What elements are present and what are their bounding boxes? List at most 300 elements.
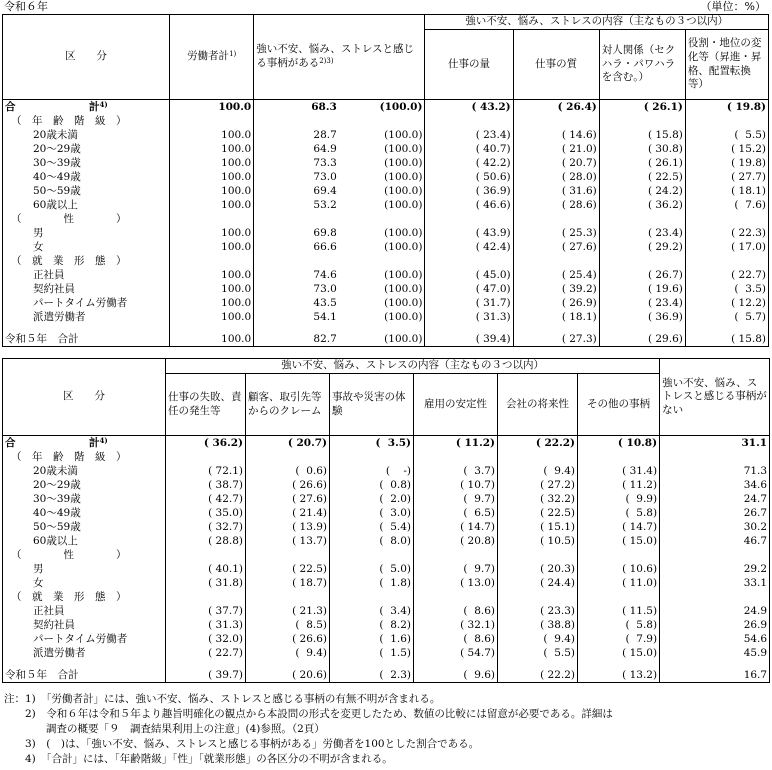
cell bbox=[254, 254, 339, 268]
cell: ( 15.1) bbox=[498, 520, 578, 534]
cell: ( 8.5) bbox=[246, 618, 330, 632]
cell bbox=[330, 590, 414, 604]
cell: ( 32.7) bbox=[166, 520, 246, 534]
note-2b: 調査の概要「９ 調査結果利用上の注意」(4)参照。（2頁） bbox=[4, 723, 325, 735]
cell: 100.0 bbox=[170, 100, 254, 115]
cell bbox=[599, 114, 685, 128]
cell: (100.0) bbox=[384, 296, 423, 309]
cell bbox=[660, 450, 770, 464]
table-row bbox=[3, 170, 769, 184]
cell: (100.0) bbox=[384, 156, 423, 169]
cell: ( 23.4) bbox=[425, 128, 513, 142]
cell bbox=[254, 114, 339, 128]
cell: ( 12.2) bbox=[685, 296, 768, 310]
cell: 71.3 bbox=[660, 464, 770, 478]
cell: ( 31.6) bbox=[513, 184, 599, 198]
cell: ( 0.6) bbox=[246, 464, 330, 478]
table-row bbox=[3, 282, 769, 296]
cell: (100.0) bbox=[384, 198, 423, 211]
cell: ( 43.2) bbox=[425, 100, 513, 115]
cell: ( 31.8) bbox=[166, 576, 246, 590]
note-4: 4) 「合計」には、「年齢階級」「性」「就業形態」の各区分の不明が含まれる。 bbox=[4, 753, 393, 765]
cell bbox=[170, 212, 254, 226]
cell: ( 14.6) bbox=[513, 128, 599, 142]
cell bbox=[425, 114, 513, 128]
cell: 100.0 bbox=[170, 310, 254, 324]
cell: ( 22.7) bbox=[685, 268, 768, 282]
cell: ( 32.0) bbox=[166, 632, 246, 646]
cell: 30.2 bbox=[660, 520, 770, 534]
cell: ( 25.4) bbox=[513, 268, 599, 282]
cell: ( 21.4) bbox=[246, 506, 330, 520]
cell: ( 8.6) bbox=[414, 632, 498, 646]
cell: 46.7 bbox=[660, 534, 770, 548]
section-row bbox=[3, 254, 769, 268]
cell: 74.6 bbox=[254, 268, 339, 282]
cell: 26.9 bbox=[660, 618, 770, 632]
cell: 73.3 bbox=[254, 156, 339, 170]
table2-body bbox=[3, 436, 770, 683]
cell: ( 36.9) bbox=[425, 184, 513, 198]
row-label: 60歳以上 bbox=[33, 534, 78, 547]
table-row bbox=[3, 184, 769, 198]
row-label: 50～59歳 bbox=[33, 520, 81, 533]
cell: ( 24.4) bbox=[498, 576, 578, 590]
row-label: 50～59歳 bbox=[33, 184, 81, 197]
cell bbox=[246, 450, 330, 464]
cell: ( 30.8) bbox=[599, 142, 685, 156]
row-label: （ 就 業 形 態 ） bbox=[11, 254, 127, 267]
cell: ( 42.2) bbox=[425, 156, 513, 170]
cell: ( 42.7) bbox=[166, 492, 246, 506]
cell: ( 36.2) bbox=[166, 436, 246, 451]
cell bbox=[513, 212, 599, 226]
header-col-role-change: 役割・地位の変化等（昇進・昇格、配置転換等） bbox=[685, 30, 768, 100]
cell: ( 31.7) bbox=[425, 296, 513, 310]
row-label: （ 年 齢 階 級 ） bbox=[11, 114, 127, 127]
cell: ( 45.0) bbox=[425, 268, 513, 282]
cell: ( 13.9) bbox=[246, 520, 330, 534]
cell: 64.9 bbox=[254, 142, 339, 156]
cell: ( 26.7) bbox=[599, 268, 685, 282]
header-no-stress: 強い不安、悩み、ストレスと感じる事柄がない bbox=[660, 359, 770, 436]
cell: ( 11.2) bbox=[578, 478, 660, 492]
row-label: 男 bbox=[33, 562, 44, 575]
cell: 100.0 bbox=[170, 268, 254, 282]
cell: ( 22.2) bbox=[498, 668, 578, 683]
cell bbox=[660, 548, 770, 562]
cell: ( 10.7) bbox=[414, 478, 498, 492]
cell: 100.0 bbox=[170, 332, 254, 347]
header-col-complaints: 顧客、取引先等からのクレーム bbox=[246, 374, 330, 436]
cell: ( 26.6) bbox=[246, 632, 330, 646]
note-3: 3) ( )は、「強い不安、悩み、ストレスと感じる事柄がある」労働者を100とした割合である。 bbox=[4, 738, 480, 750]
row-label: 男 bbox=[33, 226, 44, 239]
cell: ( 27.6) bbox=[513, 240, 599, 254]
cell: ( 43.9) bbox=[425, 226, 513, 240]
cell: ( 0.8) bbox=[330, 478, 414, 492]
cell: 69.8 bbox=[254, 226, 339, 240]
cell: 43.5 bbox=[254, 296, 339, 310]
cell: ( 14.7) bbox=[578, 520, 660, 534]
cell: 45.9 bbox=[660, 646, 770, 660]
header-kubun: 区 分 bbox=[3, 15, 170, 100]
table-row bbox=[3, 464, 770, 478]
header-col-work-amount: 仕事の量 bbox=[425, 30, 513, 100]
cell: ( 27.3) bbox=[513, 332, 599, 347]
table-row bbox=[3, 240, 769, 254]
cell: 100.0 bbox=[170, 128, 254, 142]
header-col-failure: 仕事の失敗、責任の発生等 bbox=[166, 374, 246, 436]
cell: ( 37.7) bbox=[166, 604, 246, 618]
cell: ( 39.4) bbox=[425, 332, 513, 347]
cell: ( 31.3) bbox=[425, 310, 513, 324]
note-2: 2) 令和６年は令和５年より趣旨明確化の観点から本設問の形式を変更したため、数値の比較には留意が必要である。詳細は bbox=[4, 708, 613, 720]
cell: 16.7 bbox=[660, 668, 770, 683]
table-row bbox=[3, 436, 770, 451]
cell bbox=[166, 548, 246, 562]
cell: ( 7.6) bbox=[685, 198, 768, 212]
cell: ( 42.4) bbox=[425, 240, 513, 254]
cell: ( 54.7) bbox=[414, 646, 498, 660]
cell: ( 3.7) bbox=[414, 464, 498, 478]
cell: ( 39.2) bbox=[513, 282, 599, 296]
cell: ( 9.4) bbox=[246, 646, 330, 660]
cell: ( 32.1) bbox=[414, 618, 498, 632]
cell: ( 27.6) bbox=[246, 492, 330, 506]
table-row bbox=[3, 268, 769, 282]
cell: ( 23.3) bbox=[498, 604, 578, 618]
cell: ( 20.8) bbox=[414, 534, 498, 548]
header-col-company-future: 会社の将来性 bbox=[498, 374, 578, 436]
row-label: 20～29歳 bbox=[33, 142, 81, 155]
section-row bbox=[3, 450, 770, 464]
row-label: 20歳未満 bbox=[33, 128, 78, 141]
cell bbox=[425, 254, 513, 268]
row-label: （ 就 業 形 態 ） bbox=[11, 590, 127, 603]
cell: ( 20.3) bbox=[498, 562, 578, 576]
cell: (100.0) bbox=[384, 184, 423, 197]
header-kubun-2: 区 分 bbox=[3, 359, 166, 436]
cell: 100.0 bbox=[170, 170, 254, 184]
cell bbox=[513, 254, 599, 268]
cell bbox=[599, 212, 685, 226]
year-label: 令和６年 bbox=[4, 0, 48, 13]
row-label: 女 bbox=[33, 576, 44, 589]
row-label: 契約社員 bbox=[33, 282, 75, 295]
table-row bbox=[3, 492, 770, 506]
cell: (100.0) bbox=[339, 100, 425, 115]
header-col-work-quality: 仕事の質 bbox=[513, 30, 599, 100]
row-label: パートタイム労働者 bbox=[33, 632, 128, 645]
cell: ( 3.0) bbox=[330, 506, 414, 520]
cell: ( 13.2) bbox=[578, 668, 660, 683]
cell: 100.0 bbox=[170, 198, 254, 212]
cell bbox=[498, 548, 578, 562]
table-row bbox=[3, 604, 770, 618]
cell: 69.4 bbox=[254, 184, 339, 198]
cell: 82.7 bbox=[254, 332, 339, 347]
cell: 26.7 bbox=[660, 506, 770, 520]
cell: ( 26.1) bbox=[599, 156, 685, 170]
cell: ( 5.5) bbox=[498, 646, 578, 660]
row-label: 40～49歳 bbox=[33, 170, 81, 183]
cell: ( 10.8) bbox=[578, 436, 660, 451]
table-row bbox=[3, 618, 770, 632]
row-label: （ 性 ） bbox=[11, 548, 127, 561]
cell: ( 21.0) bbox=[513, 142, 599, 156]
cell: ( 11.2) bbox=[414, 436, 498, 451]
cell: 34.6 bbox=[660, 478, 770, 492]
cell: ( 8.6) bbox=[414, 604, 498, 618]
row-label: 令和５年 合計 bbox=[3, 332, 170, 347]
header-col-employment: 雇用の安定性 bbox=[414, 374, 498, 436]
table-row bbox=[3, 520, 770, 534]
cell: 29.2 bbox=[660, 562, 770, 576]
cell: ( 27.7) bbox=[685, 170, 768, 184]
cell bbox=[660, 590, 770, 604]
table-row bbox=[3, 646, 770, 660]
cell bbox=[578, 450, 660, 464]
cell bbox=[578, 548, 660, 562]
table-row bbox=[3, 632, 770, 646]
cell: (100.0) bbox=[384, 282, 423, 295]
row-label: 20～29歳 bbox=[33, 478, 81, 491]
cell bbox=[339, 254, 425, 268]
cell: 66.6 bbox=[254, 240, 339, 254]
cell: ( 18.1) bbox=[513, 310, 599, 324]
cell bbox=[425, 212, 513, 226]
cell: (100.0) bbox=[339, 332, 425, 347]
cell bbox=[685, 254, 768, 268]
cell: ( 28.6) bbox=[513, 198, 599, 212]
row-label: 正社員 bbox=[33, 268, 65, 281]
cell: ( 3.4) bbox=[330, 604, 414, 618]
cell: ( 9.9) bbox=[578, 492, 660, 506]
cell: ( 8.0) bbox=[330, 534, 414, 548]
table-row bbox=[3, 156, 769, 170]
cell: ( 22.5) bbox=[498, 506, 578, 520]
table-row bbox=[3, 310, 769, 324]
cell: ( 15.2) bbox=[685, 142, 768, 156]
cell: ( 31.3) bbox=[166, 618, 246, 632]
table1-body bbox=[3, 100, 769, 347]
table-row bbox=[3, 478, 770, 492]
cell: (100.0) bbox=[384, 268, 423, 281]
cell: ( 6.5) bbox=[414, 506, 498, 520]
cell: ( 10.6) bbox=[578, 562, 660, 576]
cell bbox=[685, 114, 768, 128]
unit-label: （単位：%） bbox=[700, 0, 766, 13]
table-row bbox=[3, 100, 769, 115]
cell bbox=[330, 548, 414, 562]
table-row bbox=[3, 128, 769, 142]
section-row bbox=[3, 548, 770, 562]
cell: ( 3.5) bbox=[330, 436, 414, 451]
cell bbox=[339, 212, 425, 226]
cell: ( 5.7) bbox=[685, 310, 768, 324]
table-row bbox=[3, 576, 770, 590]
cell: ( 5.8) bbox=[578, 618, 660, 632]
cell: ( 22.5) bbox=[599, 170, 685, 184]
cell: ( 36.9) bbox=[599, 310, 685, 324]
row-label: （ 年 齢 階 級 ） bbox=[11, 450, 127, 463]
row-label: 契約社員 bbox=[33, 618, 75, 631]
cell bbox=[339, 114, 425, 128]
cell: ( 72.1) bbox=[166, 464, 246, 478]
cell: ( 1.6) bbox=[330, 632, 414, 646]
row-label: 30～39歳 bbox=[33, 492, 81, 505]
cell: ( 1.5) bbox=[330, 646, 414, 660]
cell: ( 22.7) bbox=[166, 646, 246, 660]
cell: 100.0 bbox=[170, 184, 254, 198]
table-row bbox=[3, 534, 770, 548]
table-row bbox=[3, 332, 769, 347]
row-label: 60歳以上 bbox=[33, 198, 78, 211]
header-stress-content: 強い不安、悩み、ストレスの内容（主なもの３つ以内） bbox=[425, 15, 769, 30]
cell: ( 50.6) bbox=[425, 170, 513, 184]
cell: ( 28.8) bbox=[166, 534, 246, 548]
cell: ( 35.0) bbox=[166, 506, 246, 520]
cell: 100.0 bbox=[170, 142, 254, 156]
table-row bbox=[3, 562, 770, 576]
cell: 28.7 bbox=[254, 128, 339, 142]
cell: ( 15.8) bbox=[599, 128, 685, 142]
cell: ( 22.5) bbox=[246, 562, 330, 576]
cell: ( 31.4) bbox=[578, 464, 660, 478]
cell: ( 21.3) bbox=[246, 604, 330, 618]
header-stress-content-2: 強い不安、悩み、ストレスの内容（主なもの３つ以内） bbox=[166, 359, 660, 374]
cell: 100.0 bbox=[170, 226, 254, 240]
cell bbox=[246, 590, 330, 604]
cell: ( 1.8) bbox=[330, 576, 414, 590]
cell: ( 29.2) bbox=[599, 240, 685, 254]
cell: ( 20.7) bbox=[513, 156, 599, 170]
cell: ( 9.4) bbox=[498, 632, 578, 646]
cell: ( 40.7) bbox=[425, 142, 513, 156]
section-row bbox=[3, 114, 769, 128]
cell: ( 17.0) bbox=[685, 240, 768, 254]
cell: ( 22.3) bbox=[685, 226, 768, 240]
row-label: 40～49歳 bbox=[33, 506, 81, 519]
section-row bbox=[3, 590, 770, 604]
cell: ( 11.5) bbox=[578, 604, 660, 618]
cell: ( 19.8) bbox=[685, 156, 768, 170]
cell: ( 20.7) bbox=[246, 436, 330, 451]
cell: ( 26.1) bbox=[599, 100, 685, 115]
header-col-other: その他の事柄 bbox=[578, 374, 660, 436]
cell bbox=[166, 590, 246, 604]
cell: ( 5.4) bbox=[330, 520, 414, 534]
cell bbox=[246, 548, 330, 562]
cell: ( 27.2) bbox=[498, 478, 578, 492]
cell bbox=[166, 450, 246, 464]
cell bbox=[254, 212, 339, 226]
cell bbox=[414, 548, 498, 562]
section-row bbox=[3, 212, 769, 226]
cell: ( 9.7) bbox=[414, 492, 498, 506]
cell: (100.0) bbox=[384, 170, 423, 183]
row-label: パートタイム労働者 bbox=[33, 296, 128, 309]
row-label: （ 性 ） bbox=[11, 212, 127, 225]
table-stress-2 bbox=[2, 358, 770, 683]
cell: (100.0) bbox=[384, 240, 423, 253]
cell: 73.0 bbox=[254, 282, 339, 296]
cell: ( 9.6) bbox=[414, 668, 498, 683]
cell: 54.1 bbox=[254, 310, 339, 324]
cell bbox=[330, 450, 414, 464]
notes bbox=[4, 692, 768, 767]
cell: ( 26.4) bbox=[513, 100, 599, 115]
cell: ( 18.7) bbox=[246, 576, 330, 590]
cell: ( 10.5) bbox=[498, 534, 578, 548]
row-label: 令和５年 合計 bbox=[3, 668, 166, 683]
cell: ( 32.2) bbox=[498, 492, 578, 506]
cell: ( 29.6) bbox=[599, 332, 685, 347]
row-label: 30～39歳 bbox=[33, 156, 81, 169]
cell: ( 40.1) bbox=[166, 562, 246, 576]
cell bbox=[414, 590, 498, 604]
cell bbox=[414, 450, 498, 464]
cell: ( 8.2) bbox=[330, 618, 414, 632]
cell bbox=[170, 254, 254, 268]
cell: ( 23.4) bbox=[599, 226, 685, 240]
cell: ( 46.6) bbox=[425, 198, 513, 212]
cell: ( 24.2) bbox=[599, 184, 685, 198]
cell bbox=[599, 254, 685, 268]
table-stress-1 bbox=[2, 14, 769, 347]
cell: (100.0) bbox=[384, 226, 423, 239]
cell: ( 14.7) bbox=[414, 520, 498, 534]
table-row bbox=[3, 506, 770, 520]
cell: ( 19.6) bbox=[599, 282, 685, 296]
cell: (100.0) bbox=[384, 128, 423, 141]
cell: ( 25.3) bbox=[513, 226, 599, 240]
table-row bbox=[3, 226, 769, 240]
cell: ( 15.0) bbox=[578, 534, 660, 548]
cell bbox=[170, 114, 254, 128]
cell: ( 11.0) bbox=[578, 576, 660, 590]
header-col-accident: 事故や災害の体験 bbox=[330, 374, 414, 436]
cell: ( 22.2) bbox=[498, 436, 578, 451]
cell: ( 2.0) bbox=[330, 492, 414, 506]
header-workers: 労働者計$^{1)}$ bbox=[170, 15, 254, 100]
cell bbox=[513, 114, 599, 128]
spacer-row bbox=[3, 324, 769, 332]
cell: ( 9.4) bbox=[498, 464, 578, 478]
cell: ( 13.0) bbox=[414, 576, 498, 590]
cell: ( 15.8) bbox=[685, 332, 768, 347]
cell: 24.9 bbox=[660, 604, 770, 618]
row-label: 合 計$^{4)}$ bbox=[3, 436, 166, 451]
header-has-stress: 強い不安、悩み、ストレスと感じる事柄がある$^{2)3)}$ bbox=[254, 15, 425, 100]
cell: ( 2.3) bbox=[330, 668, 414, 683]
cell bbox=[498, 590, 578, 604]
cell: 68.3 bbox=[254, 100, 339, 115]
cell: ( 13.7) bbox=[246, 534, 330, 548]
cell: ( 19.8) bbox=[685, 100, 768, 115]
cell: ( 38.8) bbox=[498, 618, 578, 632]
cell: 31.1 bbox=[660, 436, 770, 451]
cell: ( 20.6) bbox=[246, 668, 330, 683]
cell: ( 23.4) bbox=[599, 296, 685, 310]
note-1: 注：1) 「労働者計」には、強い不安、悩み、ストレスと感じる事柄の有無不明が含まれる。 bbox=[4, 693, 441, 705]
cell: 24.7 bbox=[660, 492, 770, 506]
cell: 73.0 bbox=[254, 170, 339, 184]
cell bbox=[578, 590, 660, 604]
row-label: 20歳未満 bbox=[33, 464, 78, 477]
cell: ( 26.6) bbox=[246, 478, 330, 492]
